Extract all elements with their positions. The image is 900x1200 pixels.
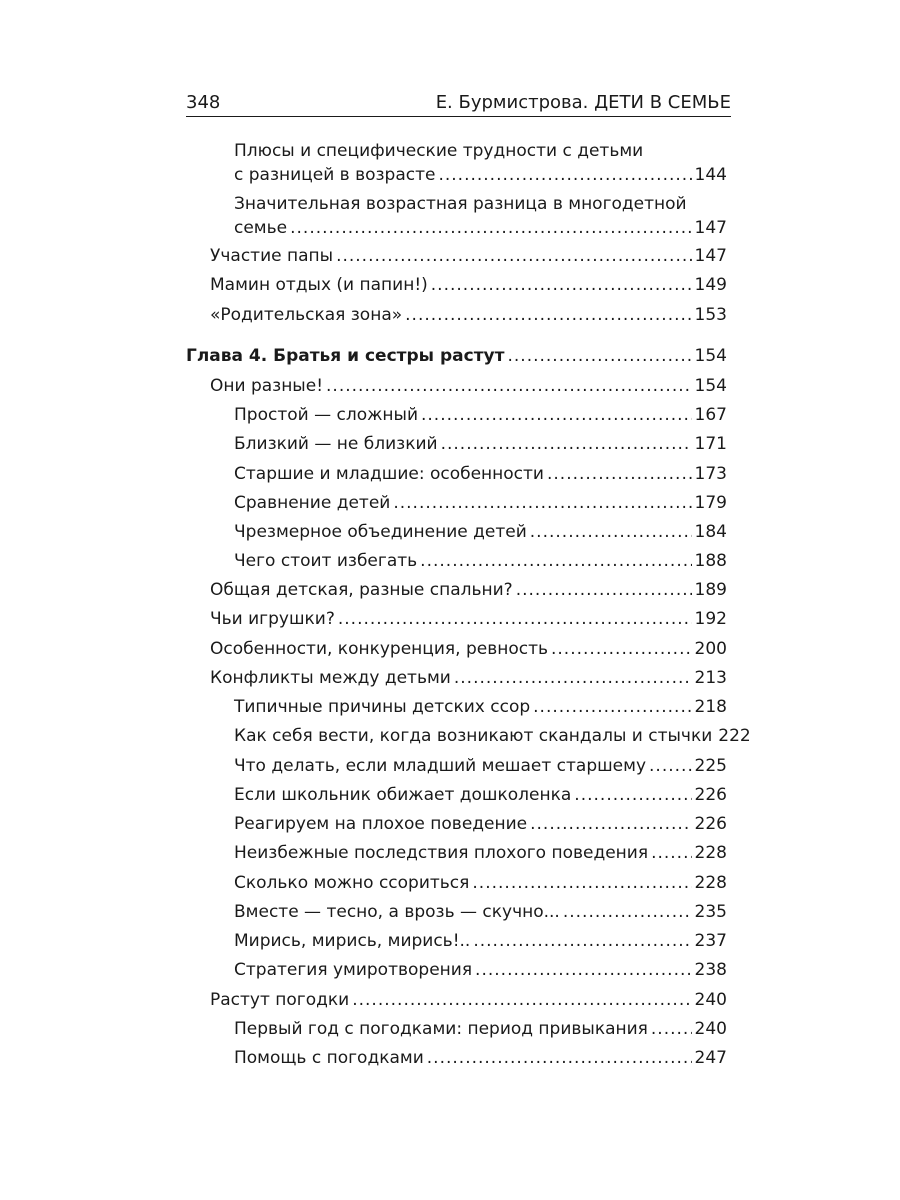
dot-leader [441, 432, 692, 456]
toc-entry-mother-rest[interactable] [186, 273, 727, 297]
toc-entry-react-bad-behavior[interactable] [186, 812, 727, 836]
dot-leader [507, 344, 691, 368]
toc-entry-page: 189 [694, 580, 727, 600]
dot-leader [352, 988, 691, 1012]
toc-entry-title: семье [234, 218, 288, 238]
dot-leader [420, 549, 691, 573]
toc-entry-title: Общая детская, разные спальни? [210, 580, 513, 600]
toc-entry-make-peace[interactable] [186, 929, 727, 953]
dot-leader [475, 958, 692, 982]
toc-entry-schoolchild-offends[interactable] [186, 783, 727, 807]
toc-entry-close-not-close[interactable] [186, 432, 727, 456]
toc-entry-title: Сколько можно ссориться [234, 873, 470, 893]
toc-entry-page: 192 [694, 609, 727, 629]
toc-entry-typical-causes[interactable] [186, 695, 727, 719]
toc-entry-title: Они разные! [210, 376, 324, 396]
dot-leader [551, 637, 692, 661]
dot-leader [473, 929, 691, 953]
dot-leader [651, 841, 691, 865]
toc-entry-page: 226 [694, 814, 727, 834]
dot-leader [454, 666, 692, 690]
dot-leader [438, 163, 691, 187]
toc-entry-competition-jealousy[interactable] [186, 637, 727, 661]
toc-entry-title: Стратегия умиротворения [234, 960, 473, 980]
toc-entry-close-in-age[interactable] [186, 988, 727, 1012]
toc-entry-page: 154 [694, 376, 727, 396]
toc-entry-page: 173 [694, 464, 727, 484]
toc-entry-peace-strategy[interactable] [186, 958, 727, 982]
toc-entry-parent-zone[interactable] [186, 303, 727, 327]
dot-leader [290, 216, 691, 240]
toc-entry-title: Мамин отдых (и папин!) [210, 275, 428, 295]
toc-entry-page: 240 [694, 1019, 727, 1039]
dot-leader [421, 403, 692, 427]
page-number: 348 [186, 92, 221, 113]
dot-leader [431, 273, 692, 297]
dot-leader [427, 1046, 692, 1070]
toc-entry-page: 213 [694, 668, 727, 688]
toc-entry-title: Конфликты между детьми [210, 668, 451, 688]
toc-entry-title: Участие папы [210, 246, 334, 266]
toc-entry-page: 247 [694, 1048, 727, 1068]
dot-leader [336, 244, 691, 268]
toc-entry-page: 228 [694, 843, 727, 863]
toc-entry-how-much-quarrel[interactable] [186, 871, 727, 895]
toc-entry-whose-toys[interactable] [186, 607, 727, 631]
toc-entry-title: Сравнение детей [234, 493, 391, 513]
toc-entry-page: 154 [694, 346, 727, 366]
toc-entry-together-apart[interactable] [186, 900, 727, 924]
toc-entry-how-to-behave[interactable] [186, 724, 751, 748]
toc-entry-father-participation[interactable] [186, 244, 727, 268]
toc-entry-title: Неизбежные последствия плохого поведения [234, 843, 649, 863]
toc-entry-page: 144 [694, 165, 727, 185]
toc-entry-simple-complex[interactable] [186, 403, 727, 427]
toc-entry-title: Простой — сложный [234, 405, 418, 425]
toc-entry-title: Как себя вести, когда возникают скандалы и стычки [234, 726, 713, 746]
toc-entry-page: 222 [718, 726, 751, 746]
dot-leader [326, 374, 692, 398]
toc-entry-title: Если школьник обижает дошколенка [234, 785, 572, 805]
toc-entry-title: Старшие и младшие: особенности [234, 464, 544, 484]
dot-leader [405, 303, 691, 327]
toc-entry-first-year[interactable] [186, 1017, 727, 1041]
toc-entry-title: Чьи игрушки? [210, 609, 335, 629]
toc-entry-page: 240 [694, 990, 727, 1010]
toc-entry-page: 238 [694, 960, 727, 980]
toc-entry-title: Что делать, если младший мешает старшему [234, 756, 647, 776]
toc-entry-page: 200 [694, 639, 727, 659]
toc-entry-page: 188 [694, 551, 727, 571]
toc-entry-title: Типичные причины детских ссор [234, 697, 531, 717]
toc-entry-title: Вместе — тесно, а врозь — скучно... [234, 902, 560, 922]
toc-entry-comparing-children[interactable] [186, 491, 727, 515]
dot-leader [649, 754, 692, 778]
toc-entry-title: Чрезмерное объединение детей [234, 522, 527, 542]
toc-entry-page: 171 [694, 434, 727, 454]
toc-entry-help-close-in-age[interactable] [186, 1046, 727, 1070]
toc-entry-title: Близкий — не близкий [234, 434, 438, 454]
running-title: Е. Бурмистрова. ДЕТИ В СЕМЬЕ [435, 92, 731, 113]
toc-entry-excessive-union[interactable] [186, 520, 727, 544]
toc-entry-title: «Родительская зона» [210, 305, 403, 325]
toc-entry-page: 153 [694, 305, 727, 325]
toc-entry-title: Особенности, конкуренция, ревность [210, 639, 548, 659]
toc-entry-page: 225 [694, 756, 727, 776]
dot-leader [472, 871, 691, 895]
toc-entry-younger-disturbs[interactable] [186, 754, 727, 778]
toc-entry-page: 228 [694, 873, 727, 893]
toc-entry-they-differ[interactable] [186, 374, 727, 398]
toc-entry-page: 149 [694, 275, 727, 295]
toc-entry-what-to-avoid[interactable] [186, 549, 727, 573]
toc-entry-title: Первый год с погодками: период привыкания [234, 1019, 648, 1039]
dot-leader [516, 578, 692, 602]
toc-entry-page: 218 [694, 697, 727, 717]
toc-entry-title-first-line: Значительная возрастная разница в многодетной [234, 194, 687, 214]
table-of-contents [186, 0, 751, 1200]
dot-leader [393, 491, 691, 515]
dot-leader [533, 695, 691, 719]
toc-chapter-4[interactable] [186, 344, 727, 368]
toc-entry-page: 184 [694, 522, 727, 542]
toc-chapter-title: Глава 4. Братья и сестры растут [186, 346, 505, 366]
toc-entry-page: 237 [694, 931, 727, 951]
dot-leader [547, 462, 692, 486]
dot-leader [338, 607, 692, 631]
toc-entry-title: Помощь с погодками [234, 1048, 424, 1068]
toc-entry-title: Реагируем на плохое поведение [234, 814, 528, 834]
toc-entry-consequences[interactable] [186, 841, 727, 865]
toc-entry-title-first-line: Плюсы и специфические трудности с детьми [234, 141, 644, 161]
toc-entry-big-age-gap[interactable] [186, 192, 727, 240]
toc-entry-title: Растут погодки [210, 990, 350, 1010]
dot-leader [651, 1017, 692, 1041]
toc-entry-title: Чего стоит избегать [234, 551, 418, 571]
toc-entry-page: 226 [694, 785, 727, 805]
toc-entry-shared-room[interactable] [186, 578, 727, 602]
toc-entry-older-younger[interactable] [186, 462, 727, 486]
toc-entry-differences-age[interactable] [186, 139, 727, 187]
dot-leader [574, 783, 691, 807]
toc-entry-title: Мирись, мирись, мирись!.. [234, 931, 471, 951]
toc-entry-title: с разницей в возрасте [234, 165, 436, 185]
toc-entry-page: 179 [694, 493, 727, 513]
toc-entry-page: 147 [694, 246, 727, 266]
dot-leader [530, 812, 691, 836]
toc-entry-conflicts[interactable] [186, 666, 727, 690]
dot-leader [563, 900, 692, 924]
toc-entry-page: 147 [694, 218, 727, 238]
toc-entry-page: 167 [694, 405, 727, 425]
dot-leader [530, 520, 692, 544]
toc-entry-page: 235 [694, 902, 727, 922]
